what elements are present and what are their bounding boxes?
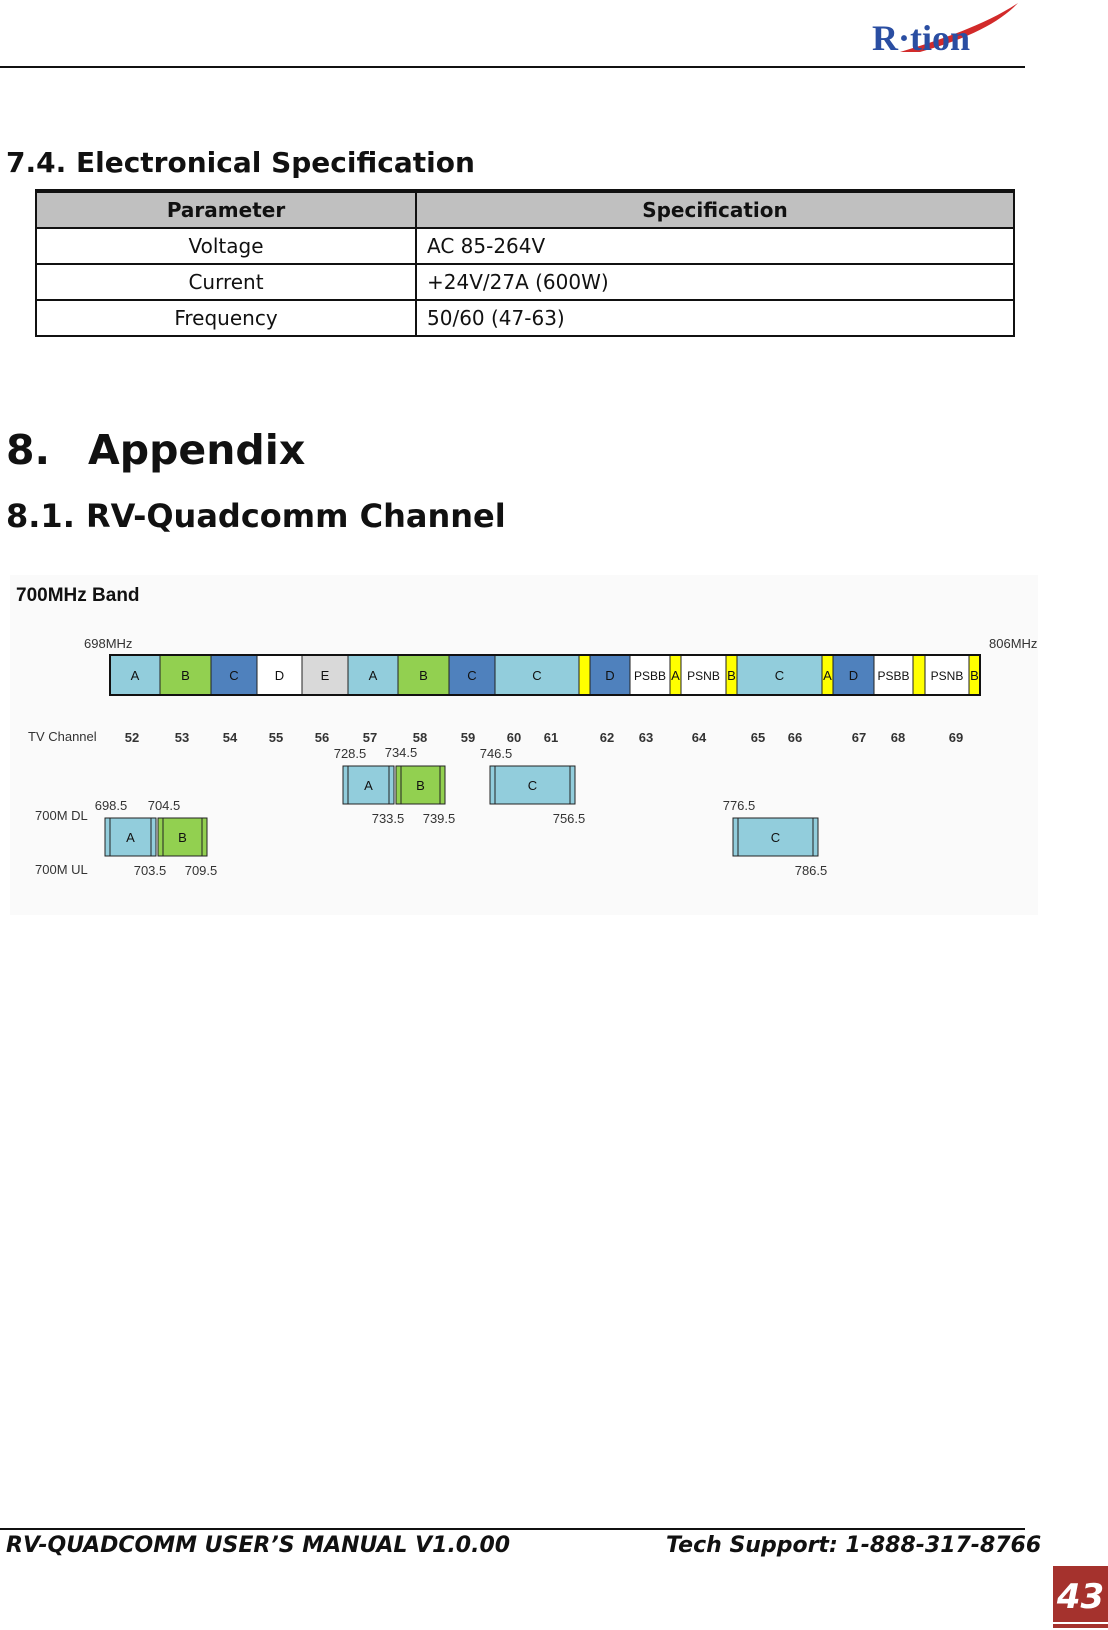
rtion-logo: [860, 0, 1020, 60]
band-block-label: D: [274, 668, 285, 683]
band-block-label: PSBB: [877, 669, 910, 683]
spec-cell: +24V/27A (600W): [416, 264, 1014, 300]
sub-band-end-freq: 709.5: [184, 863, 218, 878]
header-rule: [0, 66, 1025, 68]
band-block-label: C: [532, 668, 542, 683]
band-block: [913, 655, 925, 695]
tv-channel-number: 61: [543, 730, 559, 745]
tv-channel-number: 58: [412, 730, 428, 745]
table-row: [36, 300, 1014, 336]
table-row: [36, 264, 1014, 300]
footer-rule: [0, 1528, 1025, 1530]
tv-channel-number: 54: [222, 730, 238, 745]
section-title-text: Appendix: [88, 426, 306, 474]
section-title-8-1: 8.1. RV-Quadcomm Channel: [6, 497, 506, 535]
electronical-spec-table: [35, 189, 1015, 337]
section-title-8: [6, 426, 305, 474]
band-block-label: A: [368, 668, 378, 683]
table-header-row: [36, 191, 1014, 228]
header-parameter: Parameter: [36, 191, 416, 228]
tv-channel-number: 63: [638, 730, 654, 745]
tv-channel-number: 53: [174, 730, 190, 745]
sub-band-end-freq: 703.5: [133, 863, 167, 878]
sub-band-start-freq: 698.5: [94, 798, 128, 813]
logo-text: R·tion: [872, 18, 971, 58]
section-title-7-4: 7.4. Electronical Specification: [6, 146, 475, 179]
tv-channel-label: TV Channel: [28, 729, 97, 744]
sub-band-end-freq: 756.5: [552, 811, 586, 826]
sub-band-label: A: [126, 830, 135, 845]
band-block-label: C: [467, 668, 477, 683]
tv-channel-number: 60: [506, 730, 522, 745]
dl-label: 700M DL: [35, 808, 88, 823]
band-block: [579, 655, 590, 695]
band-start-label: 698MHz: [84, 636, 133, 651]
tv-channel-number: 64: [691, 730, 707, 745]
sub-band-start-freq: 704.5: [147, 798, 181, 813]
tv-channel-number: 57: [362, 730, 378, 745]
table-row: [36, 228, 1014, 264]
tv-channel-number: 67: [851, 730, 867, 745]
tv-channel-number: 65: [750, 730, 766, 745]
tv-channel-number: 52: [124, 730, 140, 745]
band-block-label: E: [320, 668, 330, 683]
section-number: 8.: [6, 426, 51, 474]
sub-band-label: A: [364, 778, 373, 793]
spec-cell: 50/60 (47-63): [416, 300, 1014, 336]
band-diagram: [10, 575, 1038, 915]
band-block-label: B: [970, 668, 979, 683]
sub-band-start-freq: 776.5: [722, 798, 756, 813]
tv-channel-number: 66: [787, 730, 803, 745]
tv-channel-number: 59: [460, 730, 476, 745]
sub-band-start-freq: 746.5: [479, 746, 513, 761]
band-block-label: A: [823, 668, 832, 683]
page-number: 43: [1053, 1566, 1108, 1628]
band-block-label: D: [605, 668, 615, 683]
sub-band-end-freq: 786.5: [794, 863, 828, 878]
param-cell: Voltage: [36, 228, 416, 264]
param-cell: Frequency: [36, 300, 416, 336]
tv-channel-number: 56: [314, 730, 330, 745]
sub-band-end-freq: 739.5: [422, 811, 456, 826]
sub-band-label: C: [527, 778, 538, 793]
band-block-label: PSNB: [687, 669, 720, 683]
footer-manual-title: RV-QUADCOMM USER’S MANUAL V1.0.00: [6, 1533, 511, 1558]
param-cell: Current: [36, 264, 416, 300]
sub-band-end-freq: 733.5: [371, 811, 405, 826]
sub-band-start-freq: 728.5: [333, 746, 367, 761]
footer-tech-support: Tech Support: 1-888-317-8766: [666, 1533, 1042, 1558]
tv-channel-number: 68: [890, 730, 906, 745]
tv-channel-number: 62: [599, 730, 615, 745]
band-block-label: A: [130, 668, 140, 683]
band-block-label: B: [419, 668, 428, 683]
band-block-label: B: [727, 668, 736, 683]
sub-band-label: C: [770, 830, 781, 845]
band-end-label: 806MHz: [989, 636, 1038, 651]
band-block-label: PSBB: [633, 669, 667, 683]
spec-cell: AC 85-264V: [416, 228, 1014, 264]
ul-label: 700M UL: [35, 862, 88, 877]
tv-channel-number: 55: [268, 730, 284, 745]
sub-band-label: B: [416, 778, 425, 793]
band-block-label: D: [848, 668, 859, 683]
band-block-label: C: [774, 668, 785, 683]
band-block-label: B: [181, 668, 190, 683]
band-title: 700MHz Band: [16, 585, 140, 606]
sub-band-start-freq: 734.5: [384, 745, 418, 760]
header-specification: Specification: [416, 191, 1014, 228]
band-block-label: PSNB: [930, 669, 964, 683]
band-block-label: A: [671, 668, 680, 683]
band-block-label: C: [229, 668, 239, 683]
tv-channel-number: 69: [948, 730, 964, 745]
sub-band-label: B: [178, 830, 187, 845]
